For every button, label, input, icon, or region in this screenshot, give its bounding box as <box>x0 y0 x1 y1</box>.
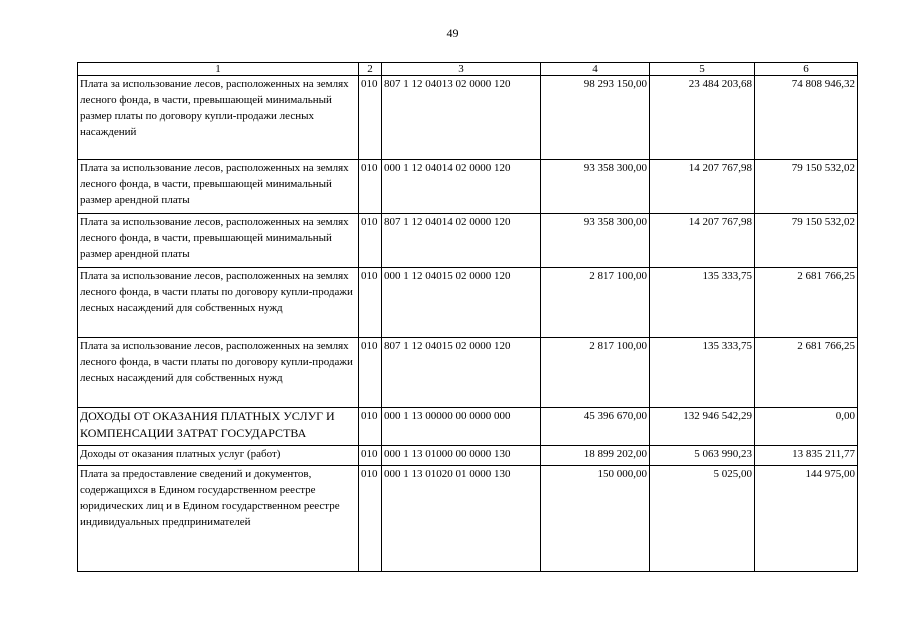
row-name-cell: Плата за использование лесов, расположенных на землях лесного фонда, в части платы по договору купли-продажи лесных насаждений для собственных нужд <box>78 268 359 338</box>
row-approved-cell: 98 293 150,00 <box>541 76 650 160</box>
row-name-cell: Плата за предоставление сведений и документов, содержащихся в Едином государственном реестре юридических лиц и в Едином государственном реестре индивидуальных предпринимателей <box>78 466 359 572</box>
row-executed-cell: 23 484 203,68 <box>650 76 755 160</box>
table-row <box>78 76 858 160</box>
column-header: 4 <box>541 63 650 76</box>
row-line-code-cell: 010 <box>359 466 382 572</box>
row-approved-cell: 150 000,00 <box>541 466 650 572</box>
row-budget-code-cell: 807 1 12 04015 02 0000 120 <box>382 338 541 408</box>
table-row <box>78 338 858 408</box>
row-unexecuted-cell: 74 808 946,32 <box>755 76 858 160</box>
row-approved-cell: 45 396 670,00 <box>541 408 650 446</box>
row-unexecuted-cell: 13 835 211,77 <box>755 446 858 466</box>
row-budget-code-cell: 000 1 12 04015 02 0000 120 <box>382 268 541 338</box>
row-budget-code-cell: 000 1 13 01000 00 0000 130 <box>382 446 541 466</box>
row-executed-cell: 5 025,00 <box>650 466 755 572</box>
column-header: 2 <box>359 63 382 76</box>
row-executed-cell: 5 063 990,23 <box>650 446 755 466</box>
row-budget-code-cell: 807 1 12 04014 02 0000 120 <box>382 214 541 268</box>
row-budget-code-cell: 000 1 13 00000 00 0000 000 <box>382 408 541 446</box>
row-executed-cell: 14 207 767,98 <box>650 214 755 268</box>
row-budget-code-cell: 000 1 13 01020 01 0000 130 <box>382 466 541 572</box>
row-executed-cell: 14 207 767,98 <box>650 160 755 214</box>
row-line-code-cell: 010 <box>359 214 382 268</box>
row-budget-code-cell: 807 1 12 04013 02 0000 120 <box>382 76 541 160</box>
table-row <box>78 268 858 338</box>
row-name-cell: ДОХОДЫ ОТ ОКАЗАНИЯ ПЛАТНЫХ УСЛУГ И КОМПЕНСАЦИИ ЗАТРАТ ГОСУДАРСТВА <box>78 408 359 446</box>
row-name-cell: Плата за использование лесов, расположенных на землях лесного фонда, в части, превышающей минимальный размер платы по договору купли-продажи лесных насаждений <box>78 76 359 160</box>
row-approved-cell: 18 899 202,00 <box>541 446 650 466</box>
table-row <box>78 160 858 214</box>
row-line-code-cell: 010 <box>359 338 382 408</box>
table-row <box>78 214 858 268</box>
row-approved-cell: 2 817 100,00 <box>541 268 650 338</box>
page-number: 49 <box>446 26 459 40</box>
column-header: 1 <box>78 63 359 76</box>
row-unexecuted-cell: 2 681 766,25 <box>755 268 858 338</box>
row-executed-cell: 132 946 542,29 <box>650 408 755 446</box>
column-header: 3 <box>382 63 541 76</box>
row-approved-cell: 93 358 300,00 <box>541 214 650 268</box>
row-approved-cell: 2 817 100,00 <box>541 338 650 408</box>
row-line-code-cell: 010 <box>359 446 382 466</box>
row-budget-code-cell: 000 1 12 04014 02 0000 120 <box>382 160 541 214</box>
table-row <box>78 446 858 466</box>
revenue-table <box>77 62 858 572</box>
row-executed-cell: 135 333,75 <box>650 268 755 338</box>
row-line-code-cell: 010 <box>359 160 382 214</box>
column-header: 6 <box>755 63 858 76</box>
row-name-cell: Плата за использование лесов, расположенных на землях лесного фонда, в части платы по договору купли-продажи лесных насаждений для собственных нужд <box>78 338 359 408</box>
row-unexecuted-cell: 2 681 766,25 <box>755 338 858 408</box>
table-row <box>78 466 858 572</box>
row-name-cell: Плата за использование лесов, расположенных на землях лесного фонда, в части, превышающей минимальный размер арендной платы <box>78 214 359 268</box>
row-executed-cell: 135 333,75 <box>650 338 755 408</box>
row-name-cell: Доходы от оказания платных услуг (работ) <box>78 446 359 466</box>
column-header: 5 <box>650 63 755 76</box>
row-line-code-cell: 010 <box>359 76 382 160</box>
row-unexecuted-cell: 79 150 532,02 <box>755 160 858 214</box>
table-row <box>78 408 858 446</box>
header-row <box>78 63 858 76</box>
row-unexecuted-cell: 0,00 <box>755 408 858 446</box>
row-line-code-cell: 010 <box>359 268 382 338</box>
row-unexecuted-cell: 144 975,00 <box>755 466 858 572</box>
row-name-cell: Плата за использование лесов, расположенных на землях лесного фонда, в части, превышающей минимальный размер арендной платы <box>78 160 359 214</box>
row-line-code-cell: 010 <box>359 408 382 446</box>
row-unexecuted-cell: 79 150 532,02 <box>755 214 858 268</box>
row-approved-cell: 93 358 300,00 <box>541 160 650 214</box>
